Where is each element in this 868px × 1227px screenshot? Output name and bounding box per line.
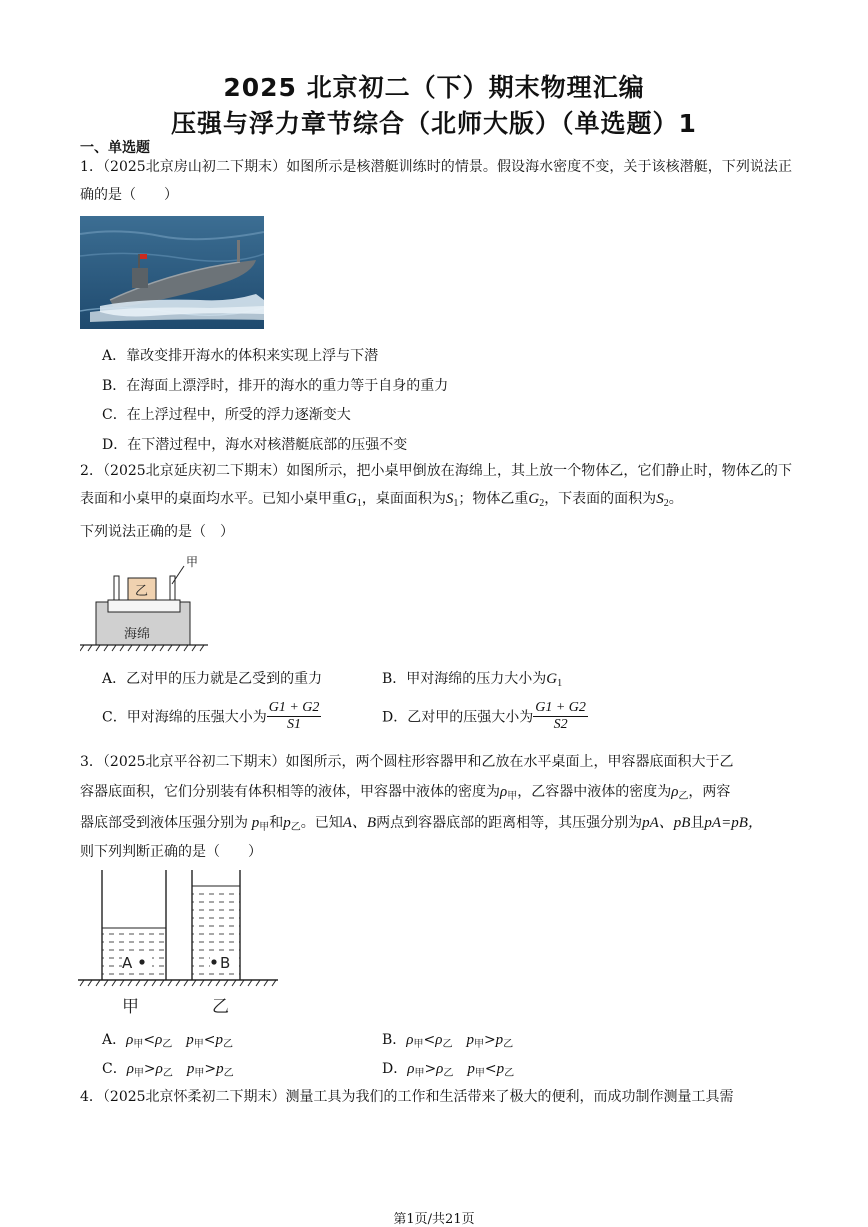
- question-1-text: 1．（2025北京房山初二下期末）如图所示是核潜艇训练时的情景。假设海水密度不变，关于该核潜艇，下列说法正确的是（ ）: [80, 159, 792, 203]
- table-sponge-figure: [80, 554, 210, 654]
- table-leg-left: [114, 576, 119, 600]
- block-yi-label: 乙: [135, 584, 149, 599]
- point-b: [211, 959, 216, 964]
- section-heading: 一、单选题: [80, 140, 150, 156]
- question-3-line3: 器底部受到液体压强分别为 $p_甲$和$p_乙$。已知A、B两点到容器底部的距离相等，其压强分别为pA、pB且pA=pB，: [80, 815, 763, 833]
- submarine-photo: [80, 216, 264, 329]
- point-b-label: B: [220, 954, 231, 972]
- q3-option-d: D．$\rho_甲>\rho_乙$ $p_甲<p_乙$: [382, 1061, 515, 1079]
- sponge-label: 海绵: [124, 627, 151, 642]
- q3-option-b: B．$\rho_甲<\rho_乙$ $p_甲>p_乙$: [382, 1032, 514, 1050]
- q2-option-d: D．乙对甲的压强大小为 $\frac{G1 + G2}{S2}$: [382, 700, 586, 732]
- flag: [140, 254, 147, 259]
- container-yi-label: 乙: [212, 997, 229, 1017]
- point-a-label: A: [122, 954, 133, 972]
- question-3-line1: 3．（2025北京平谷初二下期末）如图所示，两个圆柱形容器甲和乙放在水平桌面上，甲容器底面积大于乙: [80, 754, 734, 770]
- q1-option-b: B．在海面上漂浮时，排开的海水的重力等于自身的重力: [102, 378, 449, 394]
- fraction-c: $\frac{G1 + G2}{S1}$: [268, 700, 320, 732]
- submarine-sail: [132, 268, 148, 288]
- page-title-line1: 2025 北京初二（下）期末物理汇编: [223, 73, 645, 102]
- question-2-text: 2．（2025北京延庆初二下期末）如图所示，把小桌甲倒放在海绵上，其上放一个物体乙，它们静止时，物体乙的下表面和小桌甲的桌面均水平。已知小桌甲重$G_1$，桌面面积为$S_1$；物体乙重$G_2$，下表面的面积为$S_2$。 下列说法正确的是（ ）: [80, 463, 792, 540]
- question-3-line4: 则下列判断正确的是（ ）: [80, 844, 262, 860]
- containers-figure: [78, 866, 280, 1018]
- point-a: [139, 959, 144, 964]
- question-4-text: 4．（2025北京怀柔初二下期末）测量工具为我们的工作和生活带来了极大的便利，而成功制作测量工具需: [80, 1089, 734, 1105]
- table-leg-right: [170, 576, 175, 600]
- table-top: [108, 600, 180, 612]
- q1-option-d: D．在下潜过程中，海水对核潜艇底部的压强不变: [102, 437, 408, 453]
- q1-option-a: A．靠改变排开海水的体积来实现上浮与下潜: [102, 348, 379, 364]
- question-3-line2: 容器底面积，它们分别装有体积相等的液体，甲容器中液体的密度为$\rho_甲$，乙容器中液体的密度为$\rho_乙$，两容: [80, 784, 731, 802]
- q2-option-c: C．甲对海绵的压强大小为 $\frac{G1 + G2}{S1}$: [102, 700, 320, 732]
- container-jia-label: 甲: [122, 997, 139, 1017]
- q1-option-c: C．在上浮过程中，所受的浮力逐渐变大: [102, 407, 351, 423]
- fraction-d: $\frac{G1 + G2}{S2}$: [535, 700, 586, 732]
- q2-option-b: B．甲对海绵的压力大小为$G_1$: [382, 671, 563, 689]
- page-number: 第1页/共21页: [393, 1212, 475, 1227]
- q2-option-a: A．乙对甲的压力就是乙受到的重力: [102, 671, 323, 687]
- table-jia-label: 甲: [186, 555, 199, 569]
- q3-option-a: A．$\rho_甲<\rho_乙$ $p_甲<p_乙$: [102, 1032, 233, 1050]
- q3-option-c: C．$\rho_甲>\rho_乙$ $p_甲>p_乙$: [102, 1061, 234, 1079]
- page-title-line2: 压强与浮力章节综合（北师大版）（单选题）1: [171, 109, 697, 138]
